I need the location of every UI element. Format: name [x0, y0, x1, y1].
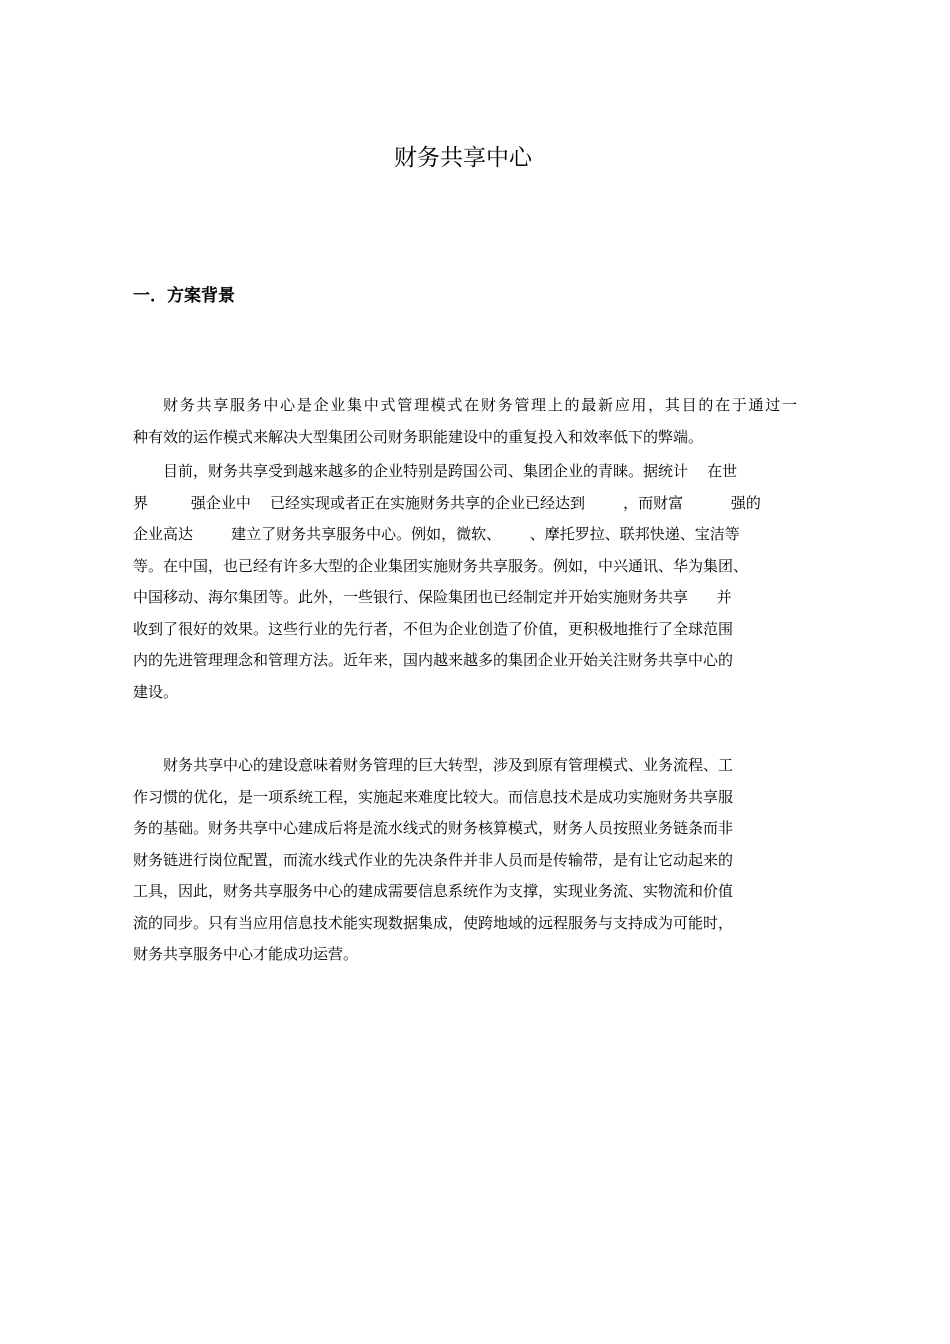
- paragraph-line: 内的先进管理理念和管理方法。近年来，国内越来越多的集团企业开始关注财务共享中心的: [133, 651, 734, 669]
- document-title: 财务共享中心: [394, 145, 532, 171]
- paragraph-line: 务的基础。财务共享中心建成后将是流水线式的财务核算模式，财务人员按照业务链条而非: [133, 819, 734, 837]
- paragraph-2: [133, 456, 797, 708]
- paragraph-line: 界 强企业中 已经实现或者正在实施财务共享的企业已经达到 ，而财富 强的: [133, 493, 761, 512]
- paragraph-line: 企业高达 建立了财务共享服务中心。例如，微软、 、摩托罗拉、联邦快递、宝洁等: [133, 525, 740, 543]
- paragraph-line: 财务共享服务中心是企业集中式管理模式在财务管理上的最新应用，其目的在于通过一: [163, 396, 797, 414]
- paragraph-line: 财务共享服务中心才能成功运营。: [133, 945, 359, 963]
- section-heading: 一．方案背景: [133, 286, 235, 306]
- paragraph-line: 种有效的运作模式来解决大型集团公司财务职能建设中的重复投入和效率低下的弊端。: [133, 427, 704, 446]
- paragraph-line: 中国移动、海尔集团等。此外，一些银行、保险集团也已经制定并开始实施财务共享 并: [133, 588, 732, 606]
- paragraph-1: [133, 390, 797, 453]
- paragraph-line: 流的同步。只有当应用信息技术能实现数据集成，使跨地域的远程服务与支持成为可能时，: [133, 913, 734, 932]
- paragraph-line: 等。在中国，也已经有许多大型的企业集团实施财务共享服务。例如，中兴通讯、华为集团、: [133, 556, 749, 575]
- paragraph-line: 目前，财务共享受到越来越多的企业特别是跨国公司、集团企业的青睐。据统计 在世: [163, 462, 738, 480]
- paragraph-3: [133, 750, 797, 971]
- paragraph-line: 财务共享中心的建设意味着财务管理的巨大转型，涉及到原有管理模式、业务流程、工: [163, 756, 734, 774]
- paragraph-line: 工具，因此，财务共享服务中心的建成需要信息系统作为支撑，实现业务流、实物流和价值: [133, 882, 734, 900]
- paragraph-line: 收到了很好的效果。这些行业的先行者，不但为企业创造了价值，更积极地推行了全球范围: [133, 619, 734, 638]
- paragraph-line: 作习惯的优化，是一项系统工程，实施起来难度比较大。而信息技术是成功实施财务共享服: [133, 787, 734, 806]
- paragraph-line: 建设。: [133, 682, 179, 701]
- paragraph-line: 财务链进行岗位配置，而流水线式作业的先决条件并非人员而是传输带，是有让它动起来的: [133, 850, 734, 869]
